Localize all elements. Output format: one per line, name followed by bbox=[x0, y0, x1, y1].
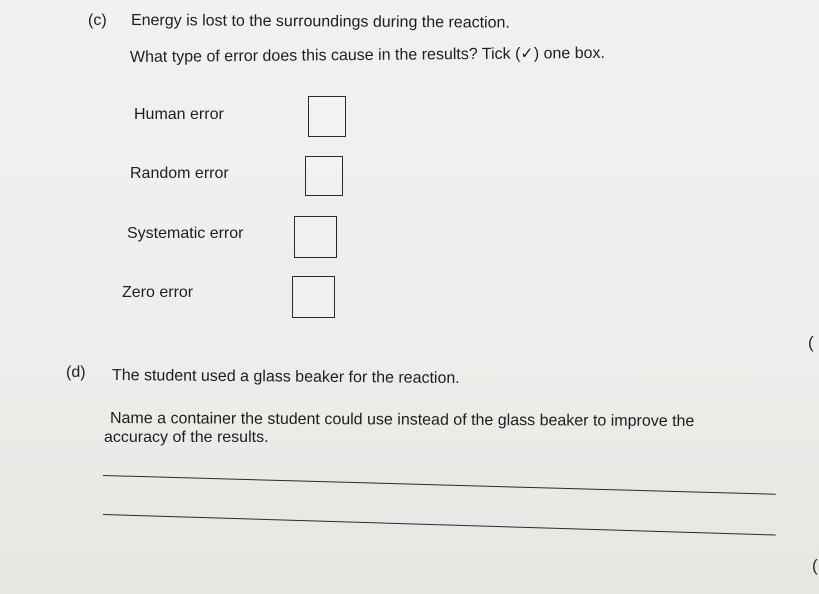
question-c-prompt: What type of error does this cause in the results? Tick (✓) one box. bbox=[129, 44, 606, 66]
question-d-prompt-line1: Name a container the student could use instead of the glass beaker to improve the bbox=[109, 410, 695, 431]
marks-bracket-c: ( bbox=[808, 333, 814, 352]
tick-box-human-error[interactable] bbox=[308, 96, 346, 137]
option-label: Human error bbox=[134, 106, 224, 123]
question-d-statement: The student used a glass beaker for the reaction. bbox=[111, 367, 460, 388]
option-label: Random error bbox=[130, 165, 229, 182]
marks-bracket-d: ( bbox=[812, 556, 818, 575]
tick-box-systematic-error[interactable] bbox=[294, 216, 337, 258]
option-label: Systematic error bbox=[127, 225, 244, 242]
question-d-number: (d) bbox=[66, 364, 86, 381]
question-d-prompt-line2: accuracy of the results. bbox=[104, 429, 269, 446]
question-c-number: (c) bbox=[88, 12, 107, 29]
tick-box-zero-error[interactable] bbox=[292, 276, 335, 318]
tick-box-random-error[interactable] bbox=[305, 156, 343, 196]
answer-line-2[interactable] bbox=[103, 514, 776, 536]
question-c-statement: Energy is lost to the surroundings during the reaction. bbox=[130, 12, 510, 32]
answer-line-1[interactable] bbox=[103, 475, 776, 495]
option-label: Zero error bbox=[122, 284, 194, 301]
